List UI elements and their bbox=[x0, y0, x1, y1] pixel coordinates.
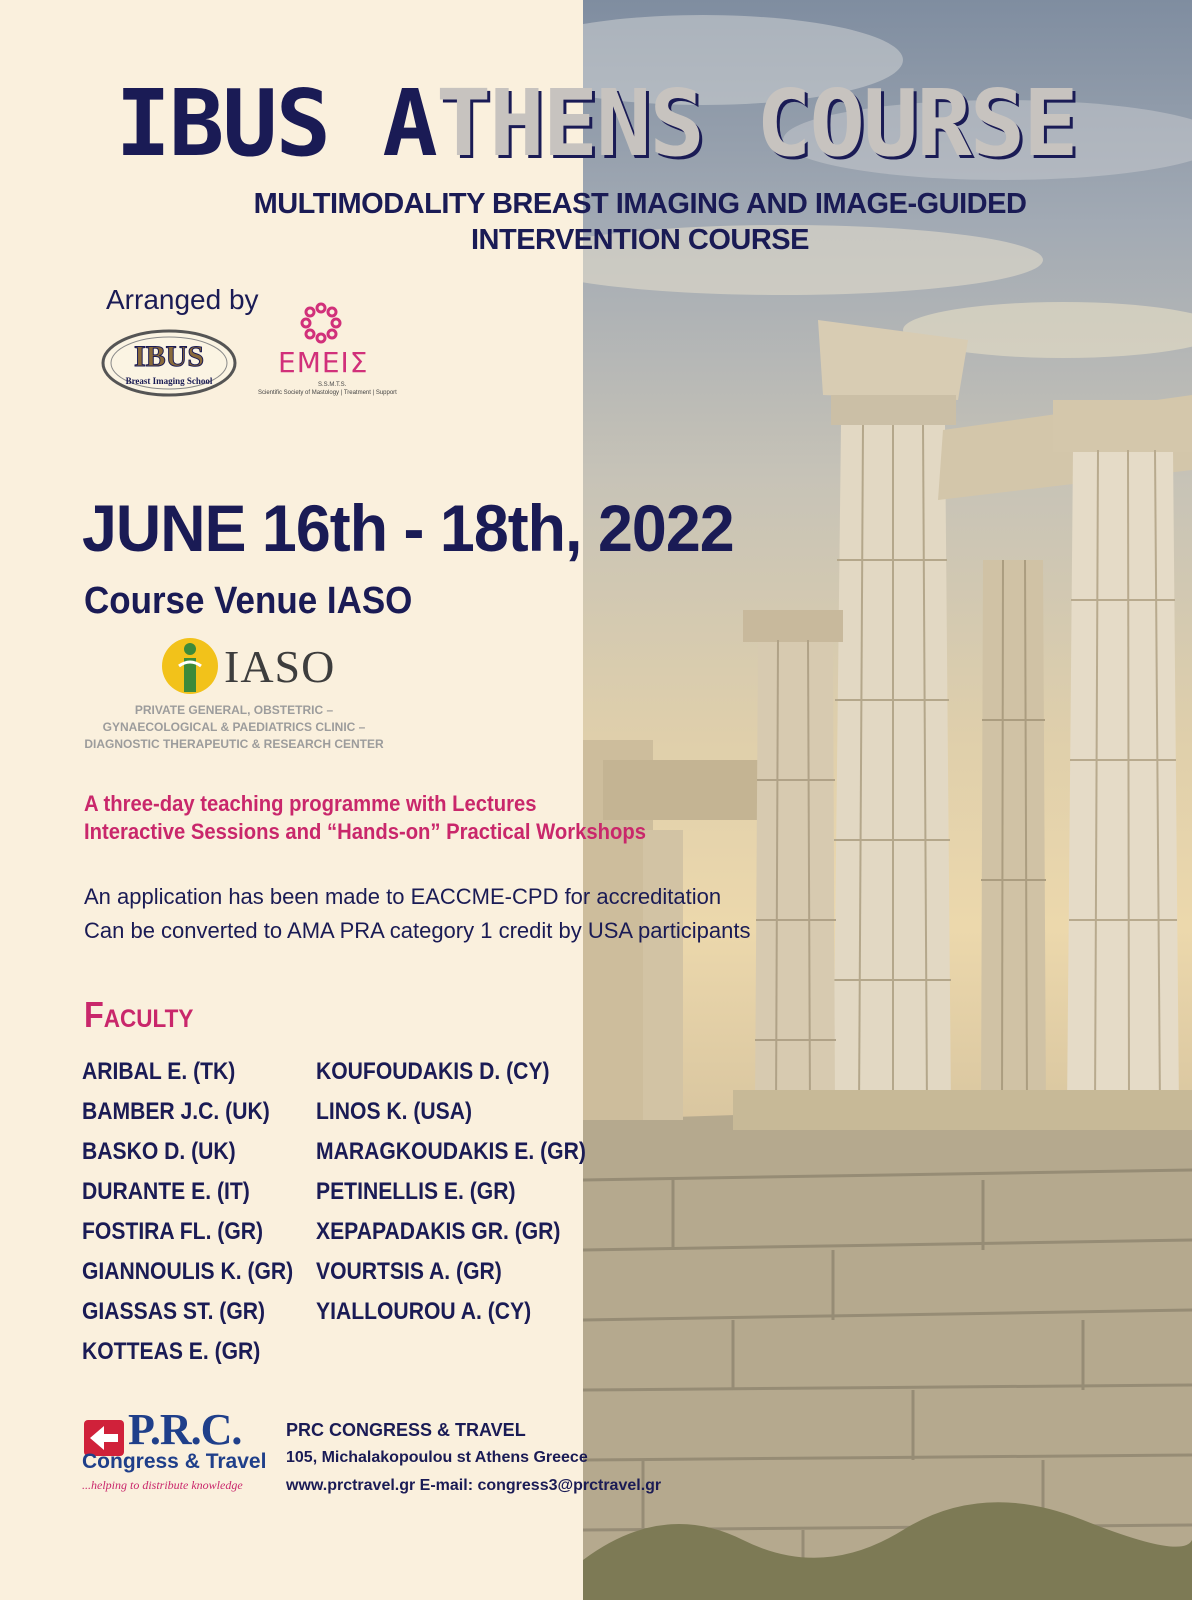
poster-title bbox=[0, 70, 1192, 177]
faculty-title: Faculty bbox=[84, 994, 194, 1035]
iaso-logo-name: IASO bbox=[224, 641, 336, 692]
iaso-description: PRIVATE GENERAL, OBSTETRIC – GYNAECOLOGICAL & PAEDIATRICS CLINIC – DIAGNOSTIC THERAPEUTIC & RESEARCH CENTER bbox=[84, 703, 384, 751]
faculty-member: PETINELLIS E. (GR) bbox=[316, 1178, 516, 1205]
programme-line-2: Interactive Sessions and “Hands-on” Practical Workshops bbox=[84, 819, 647, 844]
faculty-member: GIANNOULIS K. (GR) bbox=[82, 1258, 294, 1285]
faculty-member: ARIBAL E. (TK) bbox=[82, 1058, 236, 1085]
faculty-member: LINOS K. (USA) bbox=[316, 1098, 473, 1125]
faculty-member: XEPAPADAKIS GR. (GR) bbox=[316, 1218, 561, 1245]
iaso-logo-icon bbox=[160, 636, 220, 696]
arranged-by-label: Arranged by bbox=[106, 284, 259, 315]
faculty-member: FOSTIRA FL. (GR) bbox=[82, 1218, 264, 1245]
agency-contact bbox=[286, 1416, 786, 1500]
accreditation-line-2: Can be converted to AMA PRA category 1 credit by USA participants bbox=[84, 918, 751, 943]
emeis-flower-icon bbox=[298, 300, 344, 346]
emeis-name: ΕΜΕΙΣ bbox=[278, 346, 369, 379]
faculty-member: VOURTSIS A. (GR) bbox=[316, 1258, 502, 1285]
agency-name: PRC CONGRESS & TRAVEL bbox=[286, 1420, 526, 1440]
agency-address: 105, Michalakopoulou st Athens Greece bbox=[286, 1449, 588, 1466]
prc-logo-tagline: ...helping to distribute knowledge bbox=[82, 1478, 243, 1492]
emeis-logo bbox=[258, 300, 408, 400]
programme-line-1: A three-day teaching programme with Lectures bbox=[84, 791, 537, 816]
event-venue: Course Venue IASO bbox=[84, 580, 413, 622]
emeis-full-name: Scientific Society of Mastology | Treatment | Support bbox=[258, 390, 397, 396]
accreditation-text bbox=[84, 880, 984, 948]
title-part-dark: IBUS A bbox=[115, 70, 436, 177]
poster-subtitle: MULTIMODALITY BREAST IMAGING AND IMAGE-GUIDED INTERVENTION COURSE bbox=[253, 188, 1027, 256]
event-date: JUNE 16th - 18th, 2022 bbox=[82, 491, 734, 565]
faculty-list-column-1 bbox=[82, 1058, 322, 1378]
ibus-logo-text: IBUS bbox=[133, 340, 205, 373]
faculty-member: KOUFOUDAKIS D. (CY) bbox=[316, 1058, 550, 1085]
faculty-member: DURANTE E. (IT) bbox=[82, 1178, 250, 1205]
faculty-list-column-2 bbox=[316, 1058, 623, 1338]
ibus-logo-sub: Breast Imaging School bbox=[125, 376, 213, 386]
agency-web-email[interactable]: www.prctravel.gr E-mail: congress3@prctravel.gr bbox=[286, 1477, 662, 1494]
title-part-light: THENS COURSE bbox=[435, 70, 1077, 177]
faculty-member: KOTTEAS E. (GR) bbox=[82, 1338, 261, 1365]
ibus-logo bbox=[100, 328, 238, 398]
emeis-abbr: S.S.M.T.S. bbox=[318, 382, 347, 388]
accreditation-line-1: An application has been made to EACCME-CPD for accreditation bbox=[84, 884, 722, 909]
faculty-member: MARAGKOUDAKIS E. (GR) bbox=[316, 1138, 586, 1165]
faculty-member: YIALLOUROU A. (CY) bbox=[316, 1298, 532, 1325]
programme-description bbox=[84, 790, 728, 846]
faculty-member: BAMBER J.C. (UK) bbox=[82, 1098, 270, 1125]
faculty-member: GIASSAS ST. (GR) bbox=[82, 1298, 266, 1325]
faculty-member: BASKO D. (UK) bbox=[82, 1138, 236, 1165]
prc-logo-sub: Congress & Travel bbox=[82, 1450, 267, 1473]
prc-logo-name: P.R.C. bbox=[128, 1405, 242, 1454]
